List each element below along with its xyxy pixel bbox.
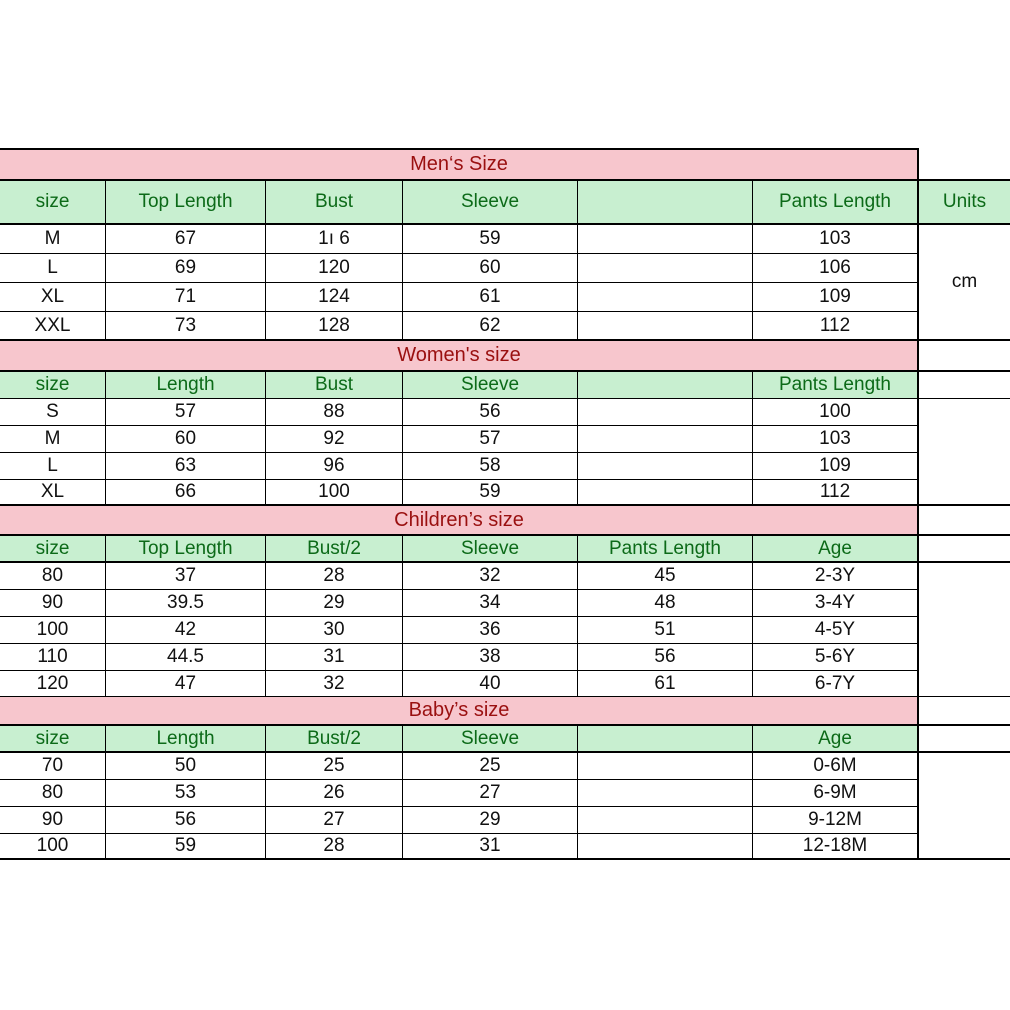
table-cell (578, 312, 752, 339)
header-pants-length: Pants Length (753, 372, 917, 398)
grid-line (0, 253, 918, 254)
grid-line (0, 616, 918, 617)
table-cell: 47 (174, 672, 197, 694)
header-size: size (0, 181, 105, 223)
table-cell: L (47, 455, 58, 476)
header-sleeve: Sleeve (403, 181, 577, 223)
grid-line (105, 179, 106, 340)
header-size: size (0, 372, 105, 398)
grid-line (0, 452, 918, 453)
table-cell: S (46, 401, 59, 422)
table-cell: 63 (174, 455, 197, 476)
table-cell: 32 (323, 672, 345, 694)
grid-line (265, 370, 266, 505)
table-cell: 40 (479, 672, 501, 694)
table-cell: 88 (323, 401, 345, 422)
header-empty (578, 372, 752, 398)
table-cell: 29 (479, 809, 501, 830)
grid-line (0, 833, 918, 834)
table-cell (578, 780, 752, 806)
table-cell: 36 (479, 619, 501, 640)
table-cell (578, 453, 752, 479)
table-cell: 56 (479, 401, 501, 422)
header-length: Length (106, 726, 265, 751)
section-title-men: Men‘s Size (0, 150, 918, 179)
table-cell: 25 (479, 755, 501, 776)
table-cell: 59 (479, 228, 501, 249)
table-cell: 5-6Y (814, 646, 856, 667)
table-cell: 60 (479, 257, 501, 278)
header-top-length: Top Length (106, 536, 265, 561)
table-cell: 57 (174, 401, 197, 422)
table-cell (578, 426, 752, 452)
header-sleeve: Sleeve (403, 372, 577, 398)
table-cell (578, 834, 752, 858)
table-cell: 6-7Y (814, 672, 856, 694)
grid-line (105, 534, 106, 697)
table-cell: 112 (819, 481, 851, 502)
table-cell: 90 (41, 592, 64, 613)
table-cell: 100 (36, 619, 69, 640)
table-cell: M (44, 428, 61, 449)
grid-line (752, 370, 753, 505)
grid-line (0, 282, 918, 283)
table-cell: 109 (819, 455, 851, 476)
table-cell: 70 (41, 755, 64, 776)
table-cell: 27 (323, 809, 345, 830)
table-cell: 67 (174, 228, 197, 249)
grid-line (402, 370, 403, 505)
header-length: Length (106, 372, 265, 398)
header-bust-half: Bust/2 (266, 536, 402, 561)
grid-line (402, 534, 403, 697)
table-cell: 30 (323, 619, 345, 640)
grid-line (265, 534, 266, 697)
grid-line (0, 643, 918, 644)
table-cell: 110 (37, 646, 68, 667)
table-cell: 61 (654, 672, 676, 694)
table-cell: M (44, 228, 61, 249)
table-cell: 59 (174, 835, 197, 856)
table-cell: 103 (819, 428, 851, 449)
table-cell: XXL (34, 314, 71, 336)
table-cell: 26 (323, 782, 345, 803)
table-cell: 120 (318, 257, 350, 278)
table-cell: 90 (41, 809, 64, 830)
table-cell (578, 753, 752, 779)
grid-line (0, 479, 918, 480)
table-cell: 120 (36, 672, 69, 694)
table-cell: 34 (479, 592, 501, 613)
table-cell: 42 (174, 619, 197, 640)
grid-line (0, 670, 918, 671)
table-cell: 100 (318, 481, 350, 502)
table-cell: 57 (479, 428, 501, 449)
table-cell: 66 (174, 481, 197, 502)
table-cell: 53 (174, 782, 197, 803)
table-cell: 106 (819, 257, 851, 278)
grid-line (0, 589, 918, 590)
grid-line (577, 179, 578, 340)
grid-line (577, 370, 578, 505)
table-cell: 109 (819, 286, 851, 307)
table-cell: 58 (479, 455, 501, 476)
table-cell: 103 (819, 228, 851, 249)
header-empty (578, 181, 752, 223)
header-bust-half: Bust/2 (266, 726, 402, 751)
table-cell: 124 (318, 286, 350, 307)
grid-line (577, 724, 578, 860)
table-cell: 71 (174, 286, 197, 307)
table-cell: 28 (323, 565, 345, 586)
table-cell: XL (40, 286, 65, 307)
table-cell: 51 (654, 619, 676, 640)
header-bust: Bust (266, 181, 402, 223)
table-cell: 0-6M (813, 755, 857, 776)
table-cell: 61 (479, 286, 501, 307)
table-cell: 48 (654, 592, 676, 613)
table-cell (578, 225, 752, 253)
grid-line (0, 561, 1010, 563)
header-units: Units (919, 181, 1010, 223)
table-cell: 9-12M (808, 809, 862, 830)
table-cell: L (47, 257, 58, 278)
grid-line (0, 148, 918, 150)
table-cell: 112 (819, 314, 851, 336)
table-cell: 50 (174, 755, 197, 776)
grid-line (0, 858, 1010, 860)
grid-line (105, 370, 106, 505)
grid-line (402, 179, 403, 340)
table-cell (578, 254, 752, 282)
grid-line (0, 370, 1010, 372)
grid-line (0, 398, 1010, 399)
grid-line (577, 534, 578, 697)
table-cell (578, 399, 752, 425)
table-cell: 62 (479, 314, 501, 336)
grid-line (0, 724, 1010, 726)
grid-line (0, 806, 918, 807)
header-empty (578, 726, 752, 751)
table-cell: 27 (479, 782, 501, 803)
table-cell: 80 (41, 565, 64, 586)
table-cell: 38 (479, 646, 501, 667)
table-cell: 31 (479, 835, 501, 856)
table-cell: 37 (174, 565, 197, 586)
table-cell: XL (40, 481, 65, 502)
table-cell: 56 (174, 809, 197, 830)
header-sleeve: Sleeve (403, 726, 577, 751)
table-cell: 128 (318, 314, 350, 336)
grid-line (0, 534, 1010, 536)
table-cell: 80 (41, 782, 64, 803)
grid-line (0, 425, 918, 426)
table-cell: 3-4Y (814, 592, 856, 613)
table-cell: 100 (36, 835, 69, 856)
table-cell: 32 (479, 565, 501, 586)
table-cell: 60 (174, 428, 197, 449)
header-bust: Bust (266, 372, 402, 398)
table-cell: 1ı 6 (318, 228, 350, 249)
table-cell: 56 (654, 646, 676, 667)
table-cell: 69 (174, 257, 197, 278)
header-pants-length: Pants Length (578, 536, 752, 561)
grid-line (105, 724, 106, 860)
grid-line (752, 534, 753, 697)
header-sleeve: Sleeve (403, 536, 577, 561)
grid-line (0, 751, 1010, 753)
header-age: Age (753, 536, 917, 561)
header-age: Age (753, 726, 917, 751)
grid-line (0, 339, 1010, 341)
table-cell: 73 (174, 314, 197, 336)
table-cell: 39.5 (167, 592, 204, 613)
table-cell (578, 480, 752, 504)
grid-line (265, 179, 266, 340)
table-cell: 100 (819, 401, 851, 422)
header-pants-length: Pants Length (753, 181, 917, 223)
table-cell: 59 (479, 481, 501, 502)
table-cell: 96 (323, 455, 345, 476)
grid-line (0, 696, 1010, 697)
grid-line (0, 779, 918, 780)
table-cell: 2-3Y (814, 565, 856, 586)
section-title-children: Children’s size (0, 506, 918, 534)
table-cell (578, 807, 752, 833)
grid-line (917, 148, 919, 860)
grid-line (752, 179, 753, 340)
grid-line (402, 724, 403, 860)
units-value: cm (951, 271, 978, 292)
table-cell: 45 (654, 565, 676, 586)
table-cell: 44.5 (167, 646, 204, 667)
section-title-baby: Baby’s size (0, 697, 918, 724)
section-title-women: Women's size (0, 341, 918, 370)
grid-line (0, 223, 1010, 225)
grid-line (265, 724, 266, 860)
table-cell: 4-5Y (814, 619, 856, 640)
header-size: size (0, 536, 105, 561)
grid-line (0, 311, 918, 312)
table-cell (578, 283, 752, 311)
table-cell: 92 (323, 428, 345, 449)
header-top-length: Top Length (106, 181, 265, 223)
table-cell: 25 (323, 755, 345, 776)
grid-line (0, 179, 1010, 181)
table-cell: 31 (323, 646, 345, 667)
table-cell: 28 (323, 835, 345, 856)
table-cell: 12-18M (802, 835, 868, 856)
header-size: size (0, 726, 105, 751)
grid-line (752, 724, 753, 860)
grid-line (0, 504, 1010, 506)
table-cell: 29 (323, 592, 345, 613)
table-cell: 6-9M (813, 782, 857, 803)
